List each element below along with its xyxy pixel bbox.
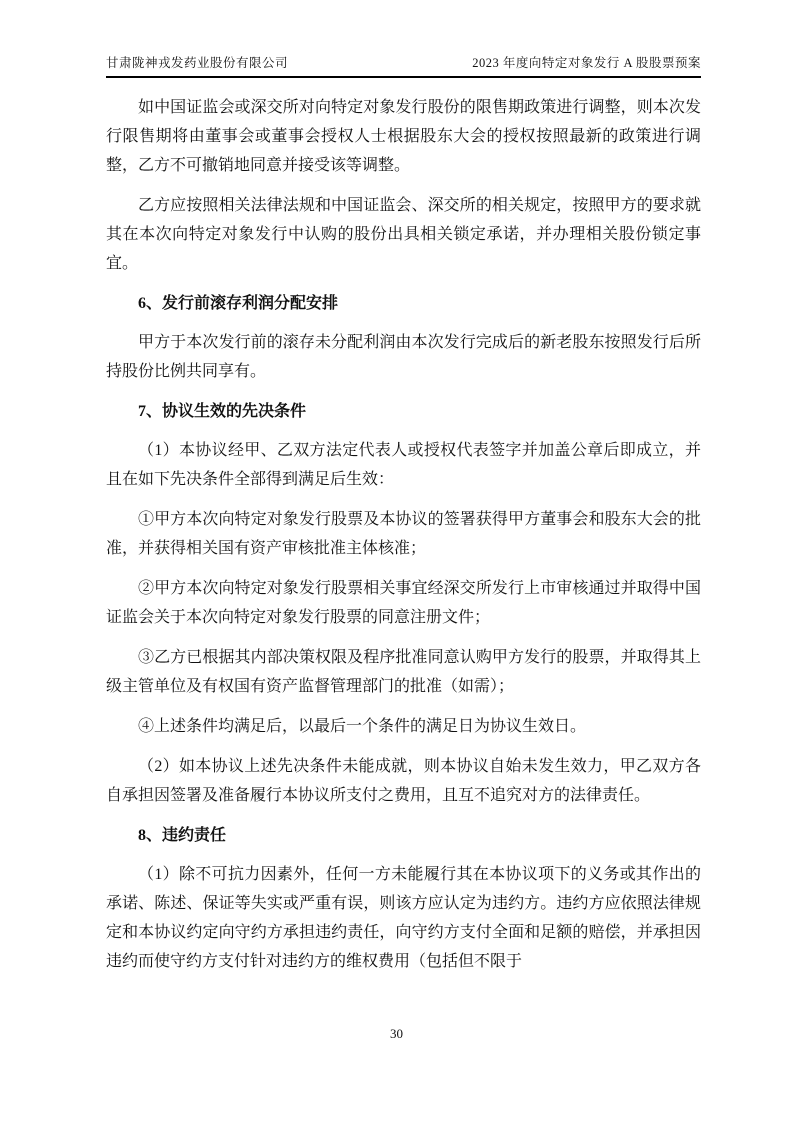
- section-heading-7: 7、协议生效的先决条件: [138, 403, 307, 420]
- document-body: [106, 78, 701, 976]
- paragraph-effective-condition-2: （2）如本协议上述先决条件未能成就，则本协议自始未发生效力，甲乙双方各自承担因签署及准备履行本协议所支付之费用，且互不追究对方的法律责任。: [106, 758, 701, 804]
- paragraph-breach-liability: （1）除不可抗力因素外，任何一方未能履行其在本协议项下的义务或其作出的承诺、陈述、保证等失实或严重有误，则该方应认定为违约方。违约方应依照法律规定和本协议约定向守约方承担违约责任，向守约方支付全面和足额的赔偿，并承担因违约而使守约方支付针对违约方的维权费用（包括但不限于: [106, 866, 701, 970]
- paragraph-lockup-policy-adjust: 如中国证监会或深交所对向特定对象发行股份的限售期政策进行调整，则本次发行限售期将由董事会或董事会授权人士根据股东大会的授权按照最新的政策进行调整，乙方不可撤销地同意并接受该等调整。: [106, 99, 701, 174]
- section-heading-8: 8、违约责任: [138, 827, 227, 844]
- section-heading-6: 6、发行前滚存利润分配安排: [138, 295, 339, 312]
- page-footer: [0, 1026, 793, 1042]
- paragraph-retained-profits: 甲方于本次发行前的滚存未分配利润由本次发行完成后的新老股东按照发行后所持股份比例共同享有。: [106, 334, 701, 380]
- paragraph-effective-condition-1: （1）本协议经甲、乙双方法定代表人或授权代表签字并加盖公章后即成立，并且在如下先决条件全部得到满足后生效：: [106, 442, 701, 488]
- header-company-name: 甘肃陇神戎发药业股份有限公司: [106, 56, 289, 70]
- header-document-title: 2023 年度向特定对象发行 A 股股票预案: [472, 56, 701, 70]
- paragraph-condition-item-3: ③乙方已根据其内部决策权限及程序批准同意认购甲方发行的股票，并取得其上级主管单位及有权国有资产监督管理部门的批准（如需）；: [106, 649, 701, 695]
- page-header: [106, 0, 701, 78]
- paragraph-condition-item-4: ④上述条件均满足后，以最后一个条件的满足日为协议生效日。: [138, 718, 587, 735]
- paragraph-condition-item-1: ①甲方本次向特定对象发行股票及本协议的签署获得甲方董事会和股东大会的批准，并获得相关国有资产审核批准主体核准；: [106, 511, 701, 557]
- paragraph-lockup-commitment: 乙方应按照相关法律法规和中国证监会、深交所的相关规定，按照甲方的要求就其在本次向特定对象发行中认购的股份出具相关锁定承诺，并办理相关股份锁定事宜。: [106, 197, 701, 272]
- page-number: 30: [390, 1026, 403, 1041]
- paragraph-condition-item-2: ②甲方本次向特定对象发行股票相关事宜经深交所发行上市审核通过并取得中国证监会关于本次向特定对象发行股票的同意注册文件；: [106, 580, 701, 626]
